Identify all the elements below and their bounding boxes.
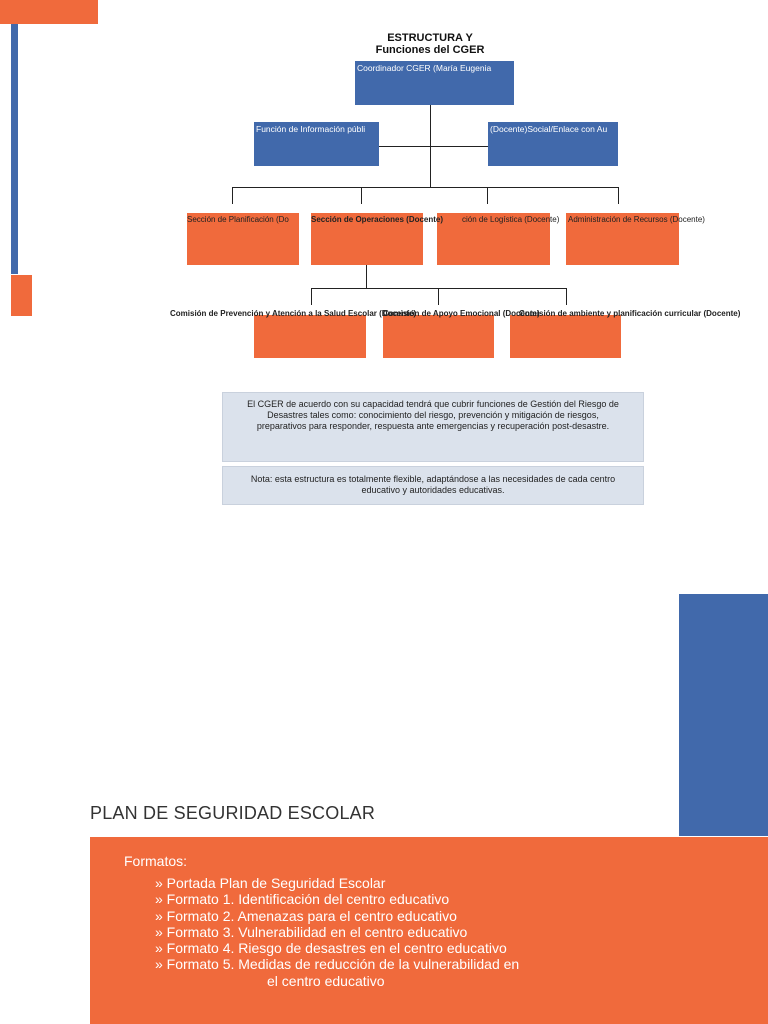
left-orange-block — [11, 275, 32, 316]
commission-emotional-box — [383, 315, 494, 358]
function-info-box: Función de Información públi — [254, 122, 379, 166]
coordinator-box: Coordinador CGER (María Eugenia — [355, 61, 514, 105]
connector-drop-4 — [618, 187, 619, 204]
formats-list — [155, 875, 519, 989]
commission-emotional-label: Comisión de Apoyo Emocional (Docente) — [383, 309, 540, 318]
info-box: El CGER de acuerdo con su capacidad tendrá que cubrir funciones de Gestión del Riesgo de Desastres tales como: conocimiento del riesgo, prevención y mitigación de riesgos, preparativos para responder, respuesta ante emergencias y recuperación post-desastre. — [222, 392, 644, 462]
section-resources-label: Administración de Recursos (Docente) — [568, 215, 705, 224]
format-item-continuation: el centro educativo — [267, 972, 385, 989]
format-item: » Formato 4. Riesgo de desastres en el centro educativo — [155, 940, 507, 957]
connector-drop-1 — [232, 187, 233, 204]
connector-ops-down — [366, 265, 367, 289]
plan-title: PLAN DE SEGURIDAD ESCOLAR — [90, 803, 376, 823]
commission-environment-box — [510, 315, 621, 358]
formats-panel — [90, 837, 768, 1024]
right-blue-block — [679, 594, 768, 836]
org-chart-title: ESTRUCTURA Y Funciones del CGER — [375, 32, 485, 56]
connector-drop-5 — [311, 288, 312, 305]
section-planning-label: Sección de Planificación (Do — [187, 215, 289, 224]
connector-drop-7 — [566, 288, 567, 305]
commission-health-label: Comisión de Prevención y Atención a la Salud Escolar (Docente) — [170, 309, 416, 318]
format-item: » Formato 5. Medidas de reducción de la vulnerabilidad en — [155, 956, 520, 973]
formats-heading: Formatos: — [124, 853, 188, 869]
connector-sections — [232, 187, 619, 188]
format-item: » Formato 2. Amenazas para el centro educativo — [155, 907, 457, 924]
commission-environment-label: Comisión de ambiente y planificación curricular (Docente) — [519, 309, 741, 318]
format-item: » Formato 1. Identificación del centro educativo — [155, 891, 450, 908]
note-box: Nota: esta estructura es totalmente flexible, adaptándose a las necesidades de cada centro educativo y autoridades educativas. — [222, 466, 644, 505]
connector-functions — [376, 146, 488, 147]
format-item: » Portada Plan de Seguridad Escolar — [155, 875, 386, 891]
section-operations-label: Sección de Operaciones (Docente) — [311, 215, 444, 224]
connector-drop-2 — [361, 187, 362, 204]
commission-health-box — [254, 315, 366, 358]
function-social-box: (Docente)Social/Enlace con Au — [488, 122, 618, 166]
section-logistics-label: ción de Logística (Docente) — [462, 215, 560, 224]
connector-drop-3 — [487, 187, 488, 204]
left-vertical-bar — [11, 24, 18, 274]
connector-drop-6 — [438, 288, 439, 305]
top-left-accent — [0, 0, 98, 24]
format-item: » Formato 3. Vulnerabilidad en el centro educativo — [155, 923, 468, 940]
